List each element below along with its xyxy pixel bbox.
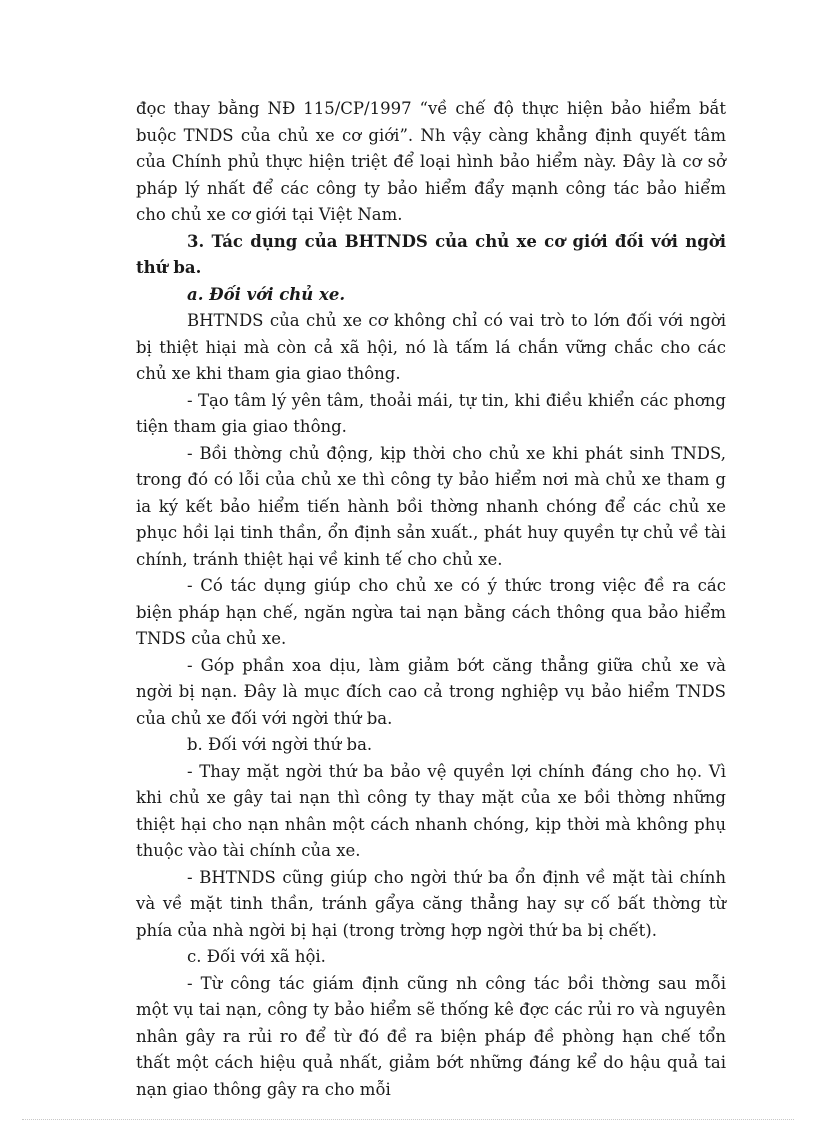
page-bottom-divider: [22, 1119, 794, 1120]
list-item-timely-compensation: - Bồi thờng chủ động, kịp thời cho chủ xe khi phát sinh TNDS, trong đó có lỗi của chủ xe thì công ty bảo hiểm nơi mà chủ xe tham g ia ký kết bảo hiểm tiến hành bồi thờng nhanh chóng để các chủ xe phục hồi lại tinh thần, ổn định sản xuất., phát huy quyền tự chủ về tài chính, tránh thiệt hại về kinh tế cho chủ xe.: [136, 443, 726, 569]
section-heading: 3. Tác dụng của BHTNDS của chủ xe cơ giới đối với ngời thứ ba.: [136, 231, 726, 277]
subsection-heading-third-party: b. Đối với ngời thứ ba.: [187, 735, 373, 754]
subsection-heading-society: c. Đối với xã hội.: [187, 947, 326, 966]
paragraph-legal-basis: đọc thay bằng NĐ 115/CP/1997 “về chế độ thực hiện bảo hiểm bắt buộc TNDS của chủ xe cơ giới”. Nh vậy càng khẳng định quyết tâm của Chính phủ thực hiện triệt để loại hình bảo hiểm này. Đây là cơ sở pháp lý nhất để các công ty bảo hiểm đẩy mạnh công tác bảo hiểm cho chủ xe cơ giới tại Việt Nam.: [136, 99, 726, 224]
subsection-heading-vehicle-owner: a. Đối với chủ xe.: [187, 284, 346, 304]
document-body: [136, 96, 726, 1103]
list-item-reduce-tension: - Góp phần xoa dịu, làm giảm bớt căng thẳng giữa chủ xe và ngời bị nạn. Đây là mục đích cao cả trong nghiệp vụ bảo hiểm TNDS của chủ xe đối với ngời thứ ba.: [136, 655, 726, 728]
list-item-prevention-awareness: - Có tác dụng giúp cho chủ xe có ý thức trong việc đề ra các biện pháp hạn chế, ngăn ngừa tai nạn bằng cách thông qua bảo hiểm TNDS của chủ xe.: [136, 576, 726, 648]
list-item-protect-rights: - Thay mặt ngời thứ ba bảo vệ quyền lợi chính đáng cho họ. Vì khi chủ xe gây tai nạn thì công ty thay mặt của xe bồi thờng những thiệt hại cho nạn nhân một cách nhanh chóng, kịp thời mà không phụ thuộc vào tài chính của xe.: [136, 761, 726, 860]
list-item-peace-of-mind: - Tạo tâm lý yên tâm, thoải mái, tự tin, khi điều khiển các phơng tiện tham gia giao thông.: [136, 390, 726, 436]
paragraph-intro: BHTNDS của chủ xe cơ không chỉ có vai trò to lớn đối với ngời bị thiệt hiại mà còn cả xã hội, nó là tấm lá chắn vững chắc cho các chủ xe khi tham gia giao thông.: [136, 311, 726, 383]
list-item-financial-stability: - BHTNDS cũng giúp cho ngời thứ ba ổn định về mặt tài chính và về mặt tinh thần, tránh gẩya căng thẳng hay sự cố bất thờng từ phía của nhà ngời bị hại (trong trờng hợp ngời thứ ba bị chết).: [136, 867, 726, 940]
list-item-statistics-prevention: - Từ công tác giám định cũng nh công tác bồi thờng sau mỗi một vụ tai nạn, công ty bảo hiểm sẽ thống kê đợc các rủi ro và nguyên nhân gây ra rủi ro để từ đó đề ra biện pháp đề phòng hạn chế tổn thất một cách hiệu quả nhất, giảm bớt những đáng kể do hậu quả tai nạn giao thông gây ra cho mỗi: [136, 973, 726, 1099]
